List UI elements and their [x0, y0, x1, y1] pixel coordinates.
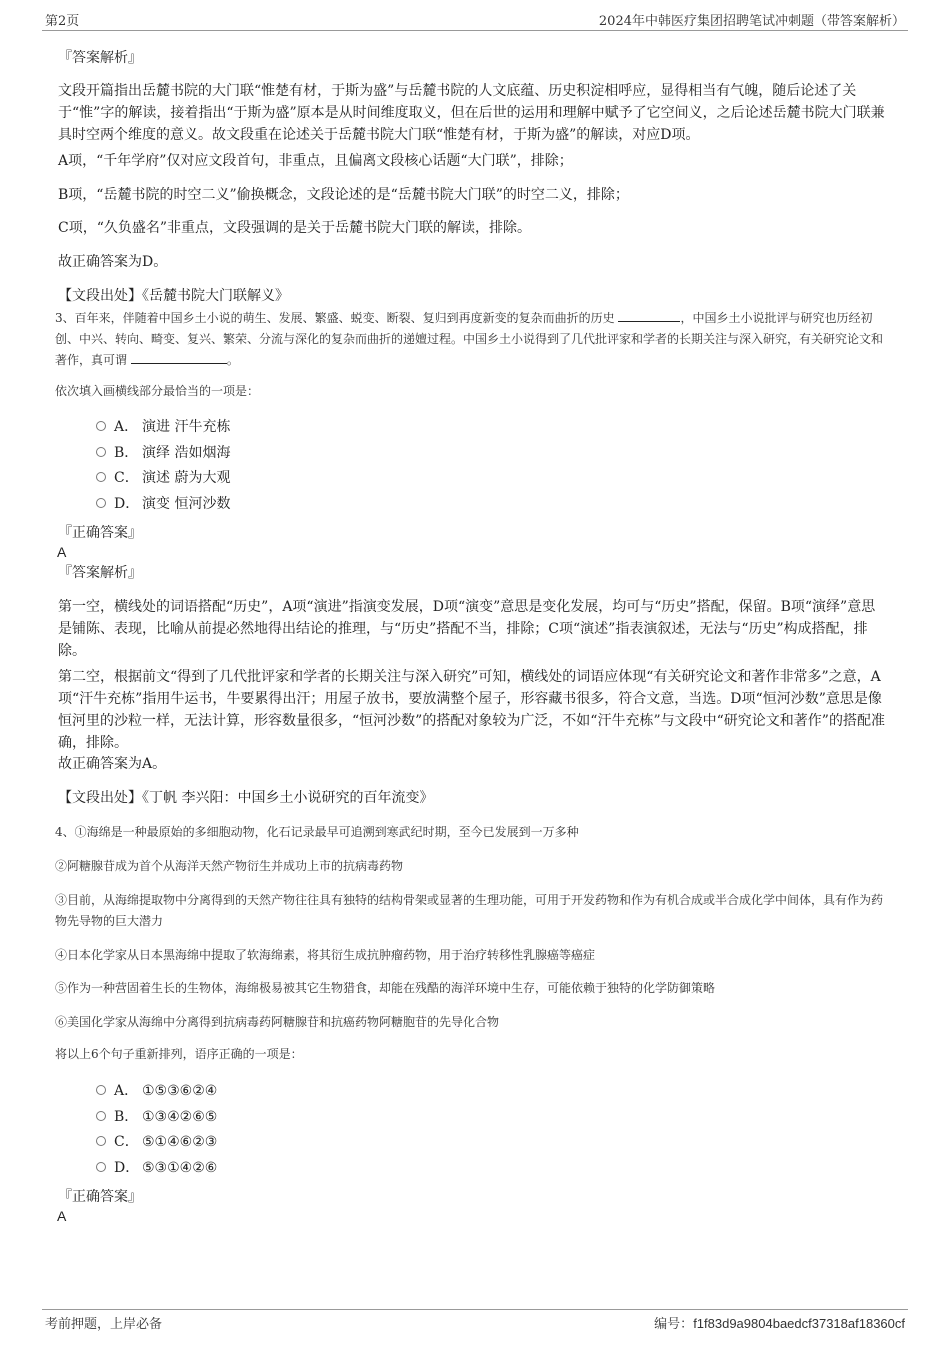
q3-stem-part1: 3、百年来，伴随着中国乡土小说的萌生、发展、繁盛、蜕变、断裂、复归到再度新变的复杂而曲折的历史: [55, 311, 615, 325]
q3-option-text: 演述 蔚为大观: [142, 470, 231, 486]
q3-source: 【文段出处】《丁帆 李兴阳：中国乡土小说研究的百年流变》: [58, 790, 434, 806]
q2-conclusion: 故正确答案为D。: [58, 254, 168, 270]
q4-option-text: ①③④②⑥⑤: [142, 1109, 218, 1125]
radio-icon[interactable]: [96, 472, 106, 482]
q4-sentence-4: ④日本化学家从日本黑海绵中提取了软海绵素，将其衍生成抗肿瘤药物，用于治疗转移性乳腺癌等癌症: [55, 948, 596, 962]
q3-option-label: A．: [114, 419, 139, 435]
footer-code-label: 编号：: [654, 1317, 694, 1332]
q4-option-label: A．: [114, 1083, 139, 1099]
q2-analysis-option-c: C项，“久负盛名”非重点，文段强调的是关于岳麓书院大门联的解读，排除。: [58, 220, 532, 236]
q4-sentence-5: ⑤作为一种营固着生长的生物体，海绵极易被其它生物猎食，却能在残酷的海洋环境中生存，可能依赖于独特的化学防御策略: [55, 981, 716, 995]
q4-option-d[interactable]: [96, 1158, 217, 1178]
q4-sentence-1: 4、①海绵是一种最原始的多细胞动物，化石记录最早可追溯到寒武纪时期，至今已发展到一万多种: [55, 825, 579, 839]
footer-code: [654, 1313, 905, 1332]
q3-option-label: C．: [114, 470, 139, 486]
q4-prompt: 将以上6个句子重新排列，语序正确的一项是：: [55, 1047, 303, 1061]
q4-option-label: D．: [114, 1160, 140, 1176]
q3-stem-part3: 。: [226, 353, 239, 367]
radio-icon[interactable]: [96, 1085, 106, 1095]
q3-conclusion: 故正确答案为A。: [58, 756, 167, 772]
q4-option-label: B．: [114, 1109, 139, 1125]
q2-analysis-paragraph: 文段开篇指出岳麓书院的大门联“惟楚有材，于斯为盛”与岳麓书院的人文底蕴、历史积淀相呼应，显得相当有气魄，随后论述了关于“惟”字的解读，接着指出“于斯为盛”原本是从时间维度取义，但在后世的运用和理解中赋予了它空间义，之后论述岳麓书院大门联兼具时空两个维度的意义。故文段重在论述关于岳麓书院大门联“惟楚有材，于斯为盛”的解读，对应D项。: [58, 83, 885, 143]
q4-option-text: ⑤①④⑥②③: [142, 1134, 218, 1150]
q3-analysis-heading: 『答案解析』: [58, 565, 142, 581]
q3-blank-2: [131, 351, 227, 364]
footer-divider: [42, 1309, 908, 1310]
q2-analysis-option-b: B项，“岳麓书院的时空二义”偷换概念，文段论述的是“岳麓书院大门联”的时空二义，排除；: [58, 187, 629, 203]
q3-option-a[interactable]: [96, 417, 230, 437]
header-divider: [42, 30, 908, 31]
radio-icon[interactable]: [96, 1111, 106, 1121]
q4-sentence-3: ③目前，从海绵提取物中分离得到的天然产物往往具有独特的结构骨架或显著的生理功能，可用于开发药物和作为有机合成或半合成化学中间体，具有作为药物先导物的巨大潜力: [55, 893, 884, 928]
q4-answer: A: [57, 1208, 67, 1224]
radio-icon[interactable]: [96, 447, 106, 457]
radio-icon[interactable]: [96, 421, 106, 431]
q4-sentence-6: ⑥美国化学家从海绵中分离得到抗病毒药阿糖腺苷和抗癌药物阿糖胞苷的先导化合物: [55, 1015, 500, 1029]
q3-analysis-paragraph-2: 第二空，根据前文“得到了几代批评家和学者的长期关注与深入研究”可知，横线处的词语应体现“有关研究论文和著作非常多”之意，A项“汗牛充栋”指用牛运书，牛要累得出汗；用屋子放书，要放满整个屋子，形容藏书很多，符合文意，当选。D项“恒河沙数”意思是像恒河里的沙粒一样，无法计算，形容数量很多，“恒河沙数”的搭配对象较为广泛，不如“汗牛充栋”与文段中“研究论文和著作”的搭配准确，排除。: [58, 669, 885, 751]
footer-slogan: 考前押题，上岸必备: [45, 1317, 163, 1332]
q3-option-label: D．: [114, 496, 140, 512]
radio-icon[interactable]: [96, 1136, 106, 1146]
footer-code-value: f1f83d9a9804baedcf37318af18360cf: [693, 1316, 905, 1331]
q2-analysis-heading: 『答案解析』: [58, 50, 142, 66]
document-title: 2024年中韩医疗集团招聘笔试冲刺题（带答案解析）: [598, 14, 905, 29]
q4-option-text: ①⑤③⑥②④: [142, 1083, 218, 1099]
q4-option-text: ⑤③①④②⑥: [142, 1160, 218, 1176]
q3-option-d[interactable]: [96, 494, 230, 514]
q3-answer: A: [57, 544, 67, 560]
q4-option-c[interactable]: [96, 1132, 217, 1152]
q3-option-text: 演绎 浩如烟海: [142, 445, 231, 461]
radio-icon[interactable]: [96, 498, 106, 508]
q3-option-c[interactable]: [96, 468, 230, 488]
q2-analysis-option-a: A项，“千年学府”仅对应文段首句，非重点，且偏离文段核心话题“大门联”，排除；: [58, 153, 573, 169]
q4-option-label: C．: [114, 1134, 139, 1150]
radio-icon[interactable]: [96, 1162, 106, 1172]
q4-sentence-2: ②阿糖腺苷成为首个从海洋天然产物衍生并成功上市的抗病毒药物: [55, 859, 404, 873]
page-number: 第2页: [45, 14, 80, 29]
q3-stem-part2: ，中国乡土小说批评与研究也历经初创、中兴、转向、畸变、复兴、繁荣、分流与深化的复杂而曲折的递嬗过程。中国乡土小说得到了几代批评家和学者的长期关注与深入研究，有关研究论文和著作，真可谓: [55, 311, 884, 367]
q3-answer-heading: 『正确答案』: [58, 525, 142, 541]
q4-answer-heading: 『正确答案』: [58, 1189, 142, 1205]
q3-stem: [55, 308, 890, 371]
q4-option-b[interactable]: [96, 1107, 217, 1127]
q4-option-a[interactable]: [96, 1081, 217, 1101]
q3-option-b[interactable]: [96, 443, 230, 463]
q2-source: 【文段出处】《岳麓书院大门联解义》: [58, 288, 289, 304]
q3-option-text: 演进 汗牛充栋: [142, 419, 231, 435]
q3-analysis-paragraph-1: 第一空，横线处的词语搭配“历史”，A项“演进”指演变发展，D项“演变”意思是变化发展，均可与“历史”搭配，保留。B项“演绎”意思是铺陈、表现，比喻从前提必然地得出结论的推理，与“历史”搭配不当，排除；C项“演述”指表演叙述，无法与“历史”构成搭配，排除。: [58, 599, 876, 659]
q3-blank-1: [618, 309, 680, 322]
q3-option-label: B．: [114, 445, 139, 461]
q3-prompt: 依次填入画横线部分最恰当的一项是：: [55, 384, 260, 398]
q3-option-text: 演变 恒河沙数: [142, 496, 231, 512]
